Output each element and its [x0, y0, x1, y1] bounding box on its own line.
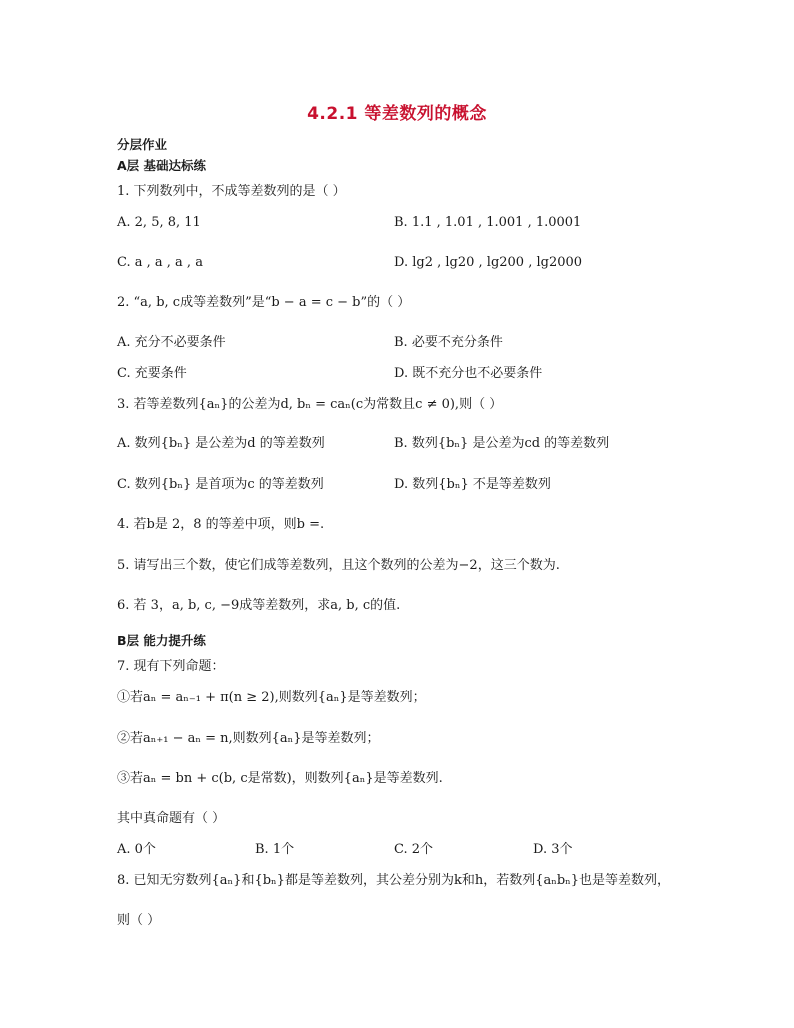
question-7-stem: 7. 现有下列命题：	[117, 659, 225, 674]
question-7-ask: 其中真命题有（ ）	[117, 811, 226, 826]
question-8-continuation: 则（ ）	[117, 913, 161, 928]
question-3-option-b: B. 数列{bₙ} 是公差为cd 的等差数列	[394, 436, 610, 451]
question-2-option-b: B. 必要不充分条件	[394, 335, 503, 350]
question-4: 4. 若b是 2，8 的等差中项，则b =.	[117, 517, 325, 532]
question-7-proposition-3: ③若aₙ = bn + c(b, c是常数)，则数列{aₙ}是等差数列.	[117, 771, 443, 786]
question-2-option-d: D. 既不充分也不必要条件	[394, 366, 543, 381]
question-3-option-a: A. 数列{bₙ} 是公差为d 的等差数列	[117, 436, 325, 451]
question-2-stem: 2. “a, b, c成等差数列”是“b − a = c − b”的（ ）	[117, 295, 411, 310]
question-2-option-a: A. 充分不必要条件	[117, 335, 226, 350]
question-1-option-a: A. 2, 5, 8, 11	[117, 215, 201, 230]
question-7-proposition-1: ①若aₙ = aₙ₋₁ + π(n ≥ 2),则数列{aₙ}是等差数列；	[117, 690, 426, 705]
question-1-option-d: D. lg2 , lg20 , lg200 , lg2000	[394, 255, 583, 270]
question-7-option-a: A. 0个	[117, 842, 156, 857]
question-1-option-c: C. a , a , a , a	[117, 255, 203, 270]
question-5: 5. 请写出三个数，使它们成等差数列，且这个数列的公差为−2，这三个数为.	[117, 558, 560, 573]
question-7-option-d: D. 3个	[533, 842, 573, 857]
question-7-proposition-2: ②若aₙ₊₁ − aₙ = n,则数列{aₙ}是等差数列；	[117, 731, 380, 746]
level-a-heading: A层 基础达标练	[117, 158, 207, 173]
question-1-option-b: B. 1.1 , 1.01 , 1.001 , 1.0001	[394, 215, 582, 230]
question-7-option-b: B. 1个	[255, 842, 295, 857]
section-label: 分层作业	[117, 137, 168, 152]
page-title: 4.2.1 等差数列的概念	[307, 104, 487, 124]
level-b-heading: B层 能力提升练	[117, 633, 206, 648]
question-3-option-d: D. 数列{bₙ} 不是等差数列	[394, 477, 551, 492]
question-7-option-c: C. 2个	[394, 842, 434, 857]
question-8-stem: 8. 已知无穷数列{aₙ}和{bₙ}都是等差数列，其公差分别为k和h，若数列{aₙbₙ}也是等差数列，	[117, 873, 671, 888]
question-6: 6. 若 3，a, b, c, −9成等差数列，求a, b, c的值.	[117, 598, 401, 613]
question-2-option-c: C. 充要条件	[117, 366, 187, 381]
question-1-stem: 1. 下列数列中，不成等差数列的是（ ）	[117, 184, 346, 199]
question-3-stem: 3. 若等差数列{aₙ}的公差为d, bₙ = caₙ(c为常数且c ≠ 0),则（ ）	[117, 397, 503, 412]
question-3-option-c: C. 数列{bₙ} 是首项为c 的等差数列	[117, 477, 324, 492]
